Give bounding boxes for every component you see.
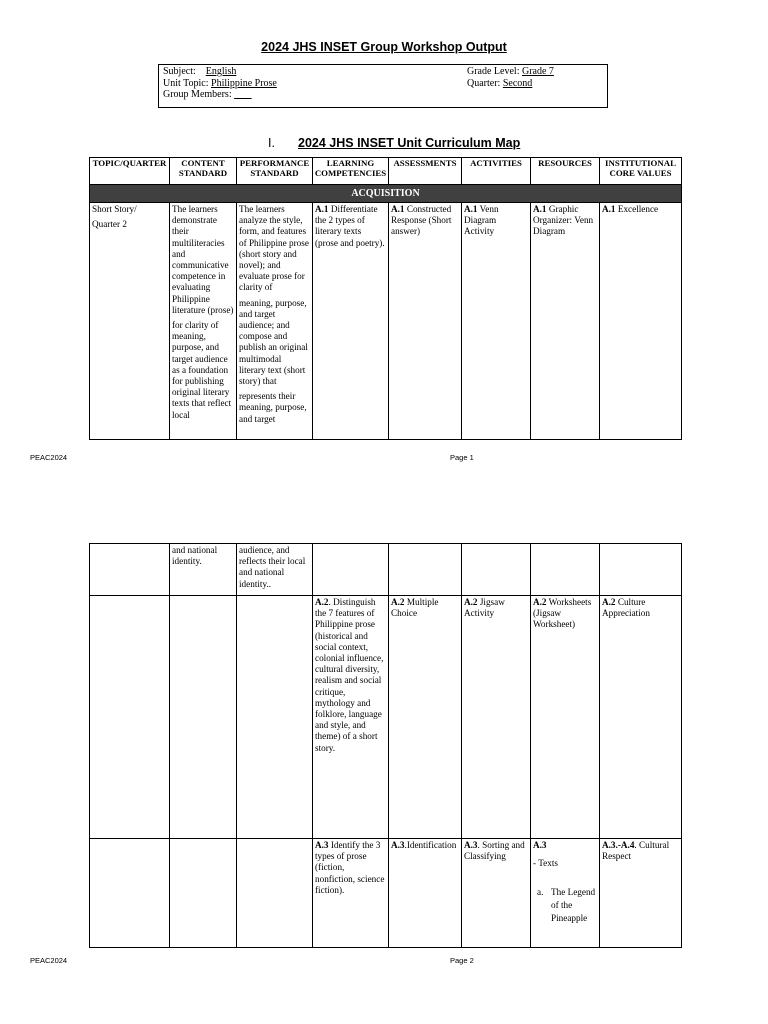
content-standard-cell	[170, 596, 237, 839]
performance-standard-cell: audience, and reflects their local and national identity..	[237, 544, 313, 596]
assessment-code: A.1	[391, 204, 405, 214]
header-learning-competencies: LEARNING COMPETENCIES	[313, 158, 389, 185]
unit-topic-label: Unit Topic:	[163, 77, 209, 89]
topic-cell	[90, 596, 170, 839]
table-row	[90, 544, 682, 596]
content-standard-cell	[170, 203, 237, 440]
core-value-text: Culture Appreciation	[602, 597, 650, 619]
resource-item-marker: a.	[537, 887, 544, 898]
topic-line-2: Quarter 2	[92, 219, 127, 230]
assessment-cell	[389, 544, 462, 596]
topic-cell	[90, 203, 170, 440]
unit-topic-line	[163, 78, 277, 90]
core-value-code: A.3.-A.4	[602, 840, 635, 850]
subject-line	[163, 66, 277, 78]
group-members-label: Group Members:	[163, 89, 232, 100]
competency-code: A.1	[315, 204, 329, 214]
competency-cell	[313, 839, 389, 948]
core-value-code: A.1	[602, 204, 616, 214]
footer-org-page2: PEAC2024	[30, 956, 68, 965]
core-value-cell	[600, 596, 682, 839]
acquisition-band-row	[90, 185, 682, 203]
footer-org-page1: PEAC2024	[30, 453, 68, 462]
group-members-blank	[234, 89, 252, 100]
activity-cell	[462, 203, 531, 440]
core-value-cell	[600, 544, 682, 596]
competency-cell	[313, 544, 389, 596]
grade-level-line	[467, 66, 554, 78]
performance-standard-part-2: meaning, purpose, and target audience; and compose and publish an original multimodal literary text (short story) that	[239, 297, 308, 387]
resource-item	[533, 886, 597, 925]
activity-cell	[462, 839, 531, 948]
table-row	[90, 839, 682, 948]
competency-code: A.3	[315, 840, 329, 850]
performance-standard-cell	[237, 203, 313, 440]
footer-page-number-2: Page 2	[450, 956, 474, 965]
table-row	[90, 203, 682, 440]
unit-info-box	[158, 64, 608, 108]
group-members-line	[163, 89, 277, 101]
header-institutional-core-values: INSTITUTIONAL CORE VALUES	[600, 158, 682, 185]
quarter-line	[467, 78, 554, 90]
core-value-cell	[600, 203, 682, 440]
resource-cell	[531, 203, 600, 440]
content-standard-part-1: The learners demonstrate their multiliteracies and communicative competence in evaluating Philippine literature (prose)	[172, 204, 234, 315]
resource-texts-line: - Texts	[533, 858, 558, 869]
section-title: 2024 JHS INSET Unit Curriculum Map	[298, 136, 521, 150]
resource-code: A.2	[533, 597, 547, 607]
competency-text: Differentiate the 2 types of literary texts (prose and poetry).	[315, 204, 385, 248]
table-header-row	[90, 158, 682, 185]
info-right	[467, 66, 554, 89]
competency-cell	[313, 203, 389, 440]
curriculum-map-table-page1	[89, 157, 682, 440]
activity-text: . Sorting and Classifying	[464, 840, 525, 862]
assessment-cell	[389, 839, 462, 948]
table-row	[90, 596, 682, 839]
curriculum-map-table-page2	[89, 543, 682, 948]
grade-level-value: Grade 7	[521, 66, 554, 77]
activity-code: A.3	[464, 840, 478, 850]
assessment-text: .Identification	[404, 840, 457, 850]
grade-level-label: Grade Level:	[467, 66, 520, 77]
resource-item-text: The Legend of the Pineapple	[551, 887, 596, 924]
core-value-cell	[600, 839, 682, 948]
resource-code: A.1	[533, 204, 547, 214]
core-value-code: A.2	[602, 597, 616, 607]
core-value-text: Excellence	[615, 204, 659, 214]
performance-standard-part-1: The learners analyze the style, form, and features of Philippine prose (short story and novel); and evaluate prose for clarity of	[239, 204, 309, 293]
assessment-code: A.3	[391, 840, 405, 850]
resource-text: Worksheets (Jigsaw Worksheet)	[533, 597, 592, 630]
quarter-label: Quarter:	[467, 77, 501, 89]
footer-page-number-1: Page 1	[450, 453, 474, 462]
resource-text: Graphic Organizer: Venn Diagram	[533, 204, 594, 237]
subject-value: English	[205, 66, 237, 77]
header-topic-quarter: TOPIC/QUARTER	[90, 158, 170, 185]
resource-cell	[531, 839, 600, 948]
document-title: 2024 JHS INSET Group Workshop Output	[261, 40, 507, 54]
unit-topic-value: Philippine Prose	[211, 77, 277, 89]
assessment-cell	[389, 203, 462, 440]
resource-cell	[531, 596, 600, 839]
assessment-cell	[389, 596, 462, 839]
topic-cell	[90, 839, 170, 948]
section-number: I.	[268, 136, 275, 150]
competency-code: A.2	[315, 597, 329, 607]
header-activities: ACTIVITIES	[462, 158, 531, 185]
activity-text: Venn Diagram Activity	[464, 204, 499, 237]
header-assessments: ASSESSMENTS	[389, 158, 462, 185]
competency-text: . Distinguish the 7 features of Philippine prose (historical and social context, colonial influence, cultural diversity, realism and social critique, mythology and folklore, language and style, and theme) of a short story.	[315, 597, 384, 753]
topic-cell	[90, 544, 170, 596]
activity-cell	[462, 544, 531, 596]
core-value-text: . Cultural Respect	[602, 840, 670, 862]
activity-text: Jigsaw Activity	[464, 597, 505, 619]
content-standard-part-2: for clarity of meaning, purpose, and target audience as a foundation for publishing original literary texts that reflect local	[172, 320, 232, 420]
content-standard-cell	[170, 839, 237, 948]
header-resources: RESOURCES	[531, 158, 600, 185]
subject-label: Subject:	[163, 66, 196, 77]
topic-line-1: Short Story/	[92, 204, 137, 214]
performance-standard-cell	[237, 596, 313, 839]
activity-cell	[462, 596, 531, 839]
performance-standard-part-3: represents their meaning, purpose, and target	[239, 391, 307, 424]
quarter-value: Second	[502, 77, 533, 89]
activity-code: A.2	[464, 597, 478, 607]
assessment-text: Constructed Response (Short answer)	[391, 204, 452, 237]
activity-code: A.1	[464, 204, 478, 214]
assessment-text: Multiple Choice	[391, 597, 439, 619]
performance-standard-cell	[237, 839, 313, 948]
assessment-code: A.2	[391, 597, 405, 607]
content-standard-cell: and national identity.	[170, 544, 237, 596]
competency-text: Identify the 3 types of prose (fiction, nonfiction, science fiction).	[315, 840, 385, 895]
acquisition-band: ACQUISITION	[90, 185, 682, 203]
header-content-standard: CONTENT STANDARD	[170, 158, 237, 185]
info-left	[163, 66, 277, 101]
header-performance-standard: PERFORMANCE STANDARD	[237, 158, 313, 185]
resource-code: A.3	[533, 840, 547, 850]
competency-cell	[313, 596, 389, 839]
resource-cell	[531, 544, 600, 596]
